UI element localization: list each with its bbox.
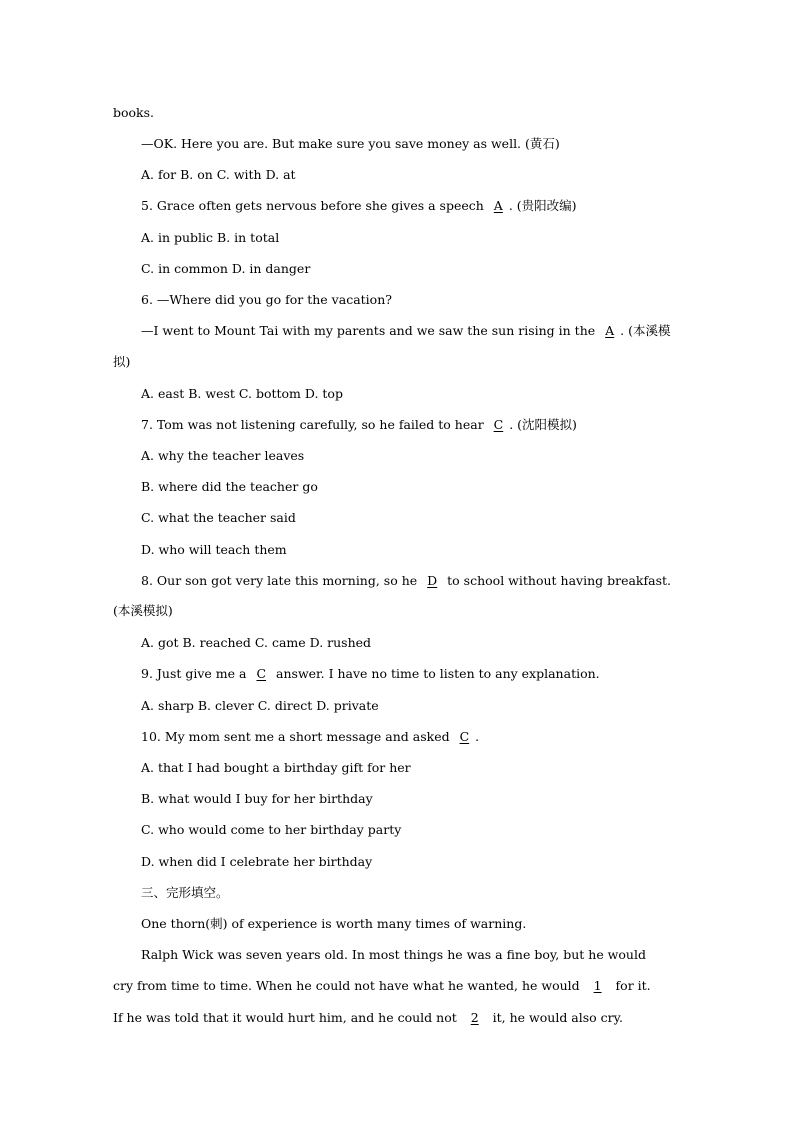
passage-text: If he was told that it would hurt him, and he could not xyxy=(113,1010,461,1025)
options-line: A. for B. on C. with D. at xyxy=(141,167,296,182)
question-text-rest: . xyxy=(475,729,480,744)
cloze-blank-1: 1 xyxy=(593,978,602,993)
passage-text-rest: for it. xyxy=(611,978,651,993)
text-line: 拟) xyxy=(113,354,131,369)
dialogue-line: —OK. Here you are. But make sure you save money as well. (黄石) xyxy=(141,136,560,151)
option-d: D. when did I celebrate her birthday xyxy=(141,854,373,869)
options-line: A. east B. west C. bottom D. top xyxy=(141,386,343,401)
answer-blank: C xyxy=(459,729,470,744)
passage-line xyxy=(113,978,651,994)
question-6: 6. —Where did you go for the vacation? xyxy=(141,292,392,307)
question-source: . (沈阳模拟) xyxy=(509,417,577,432)
question-text-rest: to school without having breakfast. xyxy=(443,573,671,588)
question-9 xyxy=(141,666,600,682)
option-c: C. what the teacher said xyxy=(141,510,296,525)
answer-blank: D xyxy=(427,573,438,588)
dialogue-line xyxy=(141,323,670,339)
answer-blank: C xyxy=(256,666,267,681)
options-line: A. in public B. in total xyxy=(141,230,280,245)
section-heading: 三、完形填空。 xyxy=(141,885,229,900)
question-text: 8. Our son got very late this morning, so he xyxy=(141,573,422,588)
options-line: C. in common D. in danger xyxy=(141,261,311,276)
question-5 xyxy=(141,198,577,214)
option-a: A. why the teacher leaves xyxy=(141,448,305,463)
passage-title: One thorn(刺) of experience is worth many times of warning. xyxy=(141,916,527,931)
question-7 xyxy=(141,417,577,433)
question-text: 10. My mom sent me a short message and asked xyxy=(141,729,454,744)
options-line: A. got B. reached C. came D. rushed xyxy=(141,635,372,650)
option-b: B. what would I buy for her birthday xyxy=(141,791,373,806)
question-text: 5. Grace often gets nervous before she gives a speech xyxy=(141,198,488,213)
question-text: 7. Tom was not listening carefully, so he failed to hear xyxy=(141,417,488,432)
answer-blank: A xyxy=(605,323,615,338)
cloze-blank-2: 2 xyxy=(470,1010,479,1025)
option-b: B. where did the teacher go xyxy=(141,479,318,494)
question-text: 9. Just give me a xyxy=(141,666,251,681)
option-a: A. that I had bought a birthday gift for her xyxy=(141,760,411,775)
question-10 xyxy=(141,729,479,745)
question-source: . (贵阳改编) xyxy=(508,198,577,213)
passage-line: Ralph Wick was seven years old. In most things he was a fine boy, but he would xyxy=(141,947,646,962)
dialogue-text: —I went to Mount Tai with my parents and we saw the sun rising in the xyxy=(141,323,600,338)
passage-text: cry from time to time. When he could not have what he wanted, he would xyxy=(113,978,584,993)
option-d: D. who will teach them xyxy=(141,542,287,557)
options-line: A. sharp B. clever C. direct D. private xyxy=(141,698,379,713)
question-text-rest: answer. I have no time to listen to any explanation. xyxy=(272,666,600,681)
passage-line xyxy=(113,1010,623,1026)
answer-blank: C xyxy=(493,417,504,432)
answer-blank: A xyxy=(493,198,503,213)
question-source: . (本溪模 xyxy=(620,323,671,338)
option-c: C. who would come to her birthday party xyxy=(141,822,402,837)
question-source: (本溪模拟) xyxy=(113,603,173,618)
text-line: books. xyxy=(113,105,155,120)
question-8 xyxy=(141,573,671,589)
passage-text-rest: it, he would also cry. xyxy=(488,1010,624,1025)
